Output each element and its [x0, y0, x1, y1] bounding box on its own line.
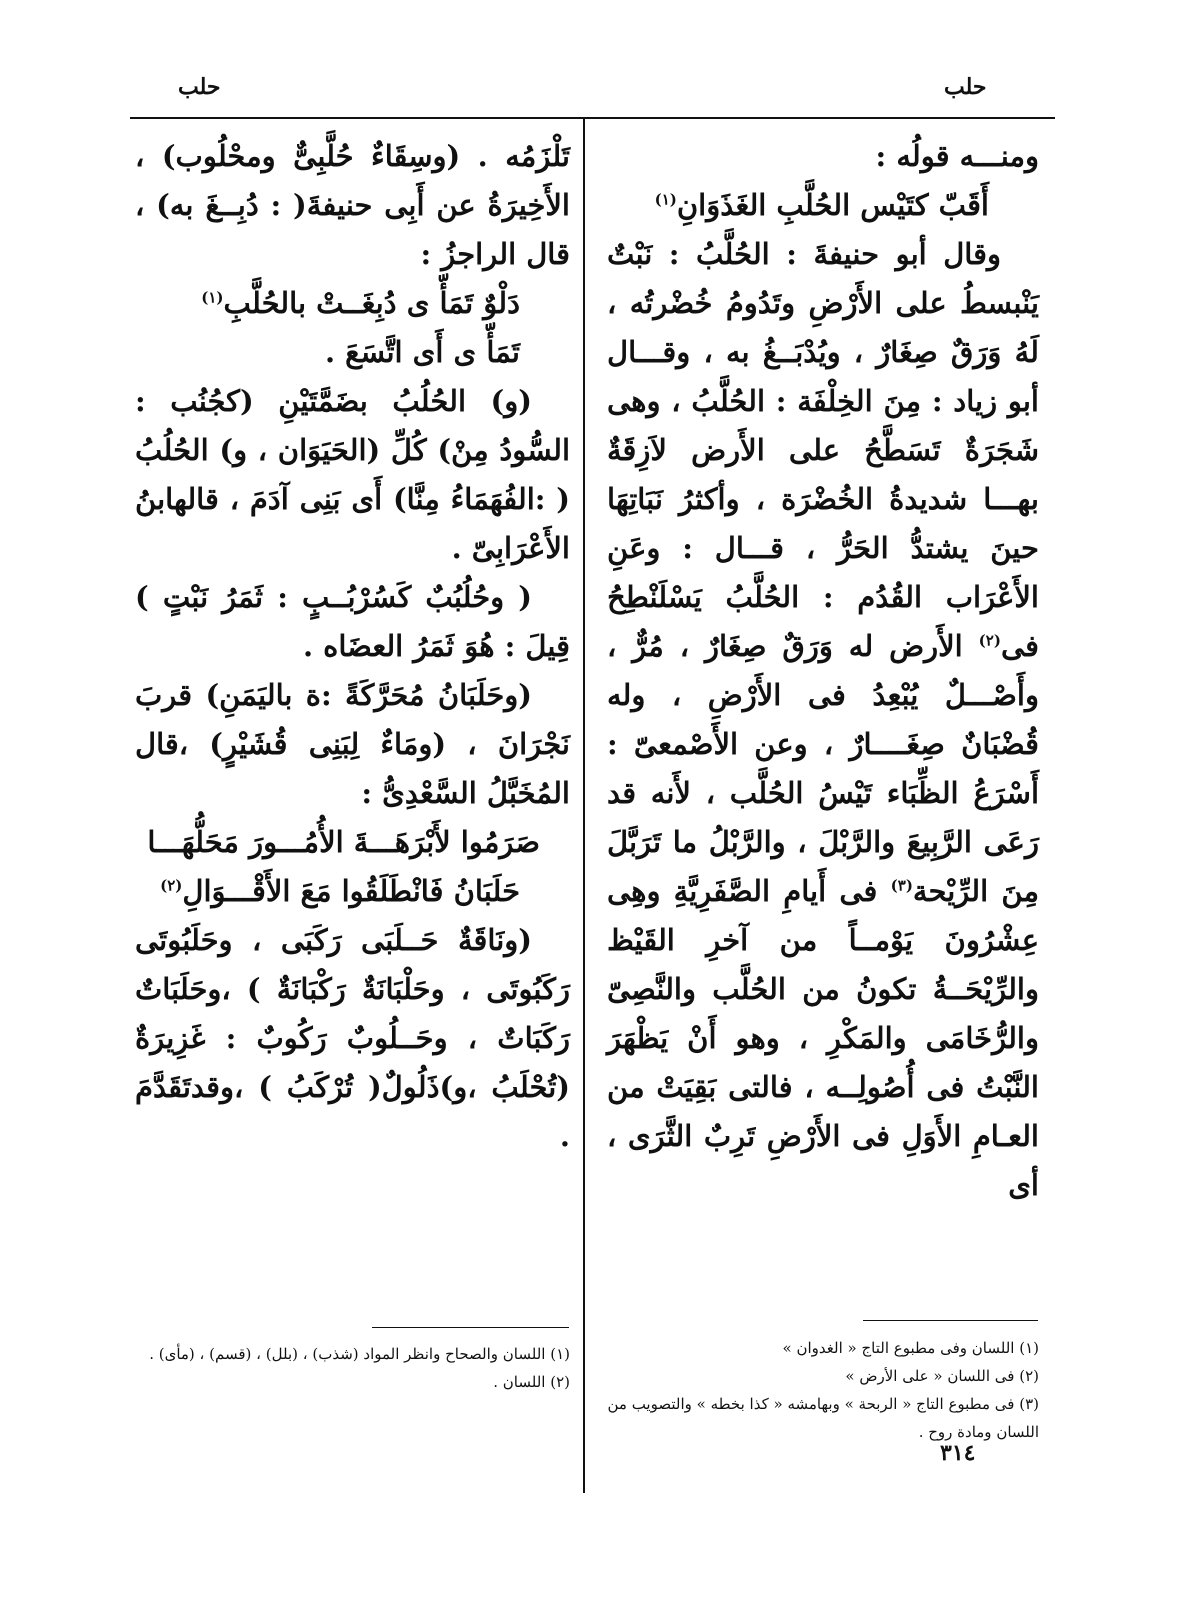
paragraph: (وحَلَبَانُ مُحَرَّكَةً :ة باليَمَنِ) قربَ نَجْرَانَ ، (ومَاءٌ لِبَنِى قُشَيْرٍ) ،قال المُخَبَّلُ السَّعْدِىُّ :: [135, 678, 570, 810]
header-entry-word-right: حلب: [944, 74, 987, 100]
paragraph: ومنـــه قولُه :: [875, 139, 1039, 173]
footnote: (٢) اللسان .: [493, 1373, 570, 1391]
verse-line: حَلَبَانُ فَانْطَلَقُوا مَعَ الأَقْـــوَالِ$^{(٢)}$: [160, 874, 520, 908]
footnote: (١) اللسان والصحاح وانظر المواد (شذب) ، (بلل) ، (قسم) ، (مأى) .: [149, 1345, 570, 1363]
footnote: (٣) فى مطبوع التاج « الربحة » وبهامشه « كذا بخطه » والتصويب من اللسان ومادة روح .: [607, 1395, 1039, 1441]
footnote-marker: (٢): [160, 876, 183, 895]
footnote-marker: (١): [201, 288, 224, 307]
footnote-marker: (٣): [890, 876, 913, 895]
verse-line: دَلْوٌ تَمَأّ ى دُبِغَــتْ بالحُلَّبِ$^{(١)}$: [201, 286, 520, 320]
paragraph: وقال أبو حنيفةَ : الحُلَّبُ : نَبْتٌ يَنْبسطُ على الأَرْضِ وتَدُومُ خُضْرتُه ، لَهُ وَرَقٌ صِغَارٌ ، ويُدْبَــغُ به ، وقـــال أبو زياد : مِنَ الخِلْفَة : الحُلَّبُ ، وهى شَجَرَةٌ تَسَطَّحُ على الأَرض لاَزِقَةٌ بهـــا شديدةُ الخُضْرَة ، وأكثرُ نَبَاتِهَا حينَ يشتدُّ الحَرُّ ، قـــال : وعَنِ الأَعْرَاب القُدُم : الحُلَّبُ يَسْلَنْطِحُ فى$^{(٢)}$ الأَرض له وَرَقٌ صِغَارٌ ، مُرٌّ ، وأَصْـــلٌ يُبْعِدُ فى الأَرْضِ ، وله قُضْبَانٌ صِغَــــارٌ ، وعن الأَصْمعىّ : أَسْرَعُ الظِّبَاء تَيْسُ الحُلَّب ، لأَنه قد رَعَى الرَّبِيعَ والرَّبْلَ ، والرَّبْلُ ما تَرَبَّلَ مِنَ الرِّيْحة$^{(٣)}$ فى أَيامِ الصَّفَرِيَّةِ وهِى عِشْرُونَ يَوْمــاً من آخرِ القَيْظ والرِّيْحَــةُ تكونُ من الحُلَّب والنَّصِىّ والرُّخَامَى والمَكْرِ ، وهو أَنْ يَظْهَرَ النَّبْتُ فى أُصُولِــه ، فالتى بَقِيَتْ من العـامِ الأَوَلِ فى الأَرْضِ تَرِبٌ الثَّرَى ، أى: [607, 237, 1039, 1202]
paragraph: ( وحُلُبُبٌ كَسُرْبُــبٍ : ثَمَرُ نَبْتٍ ) قِيلَ : هُوَ ثَمَرُ العضَاه .: [135, 580, 570, 663]
left-text-column: [135, 132, 570, 1161]
footnote: (١) اللسان وفى مطبوع التاج « الغدوان »: [782, 1339, 1039, 1357]
footnote-marker: (١): [654, 190, 677, 209]
verse-line: صَرَمُوا لأَبْرَهَـــةَ الأُمُـــورَ مَحَلُّهَـــا: [147, 825, 540, 859]
verse-line: أَقَبّ كتَيْس الحُلَّبِ الغَذَوَانِ$^{(١)}$: [654, 188, 989, 222]
paragraph: تَلْزَمُه . (وسِقَاءٌ حُلَّبِىٌّ ومحْلُوب) ، الأَخِيرَةُ عن أَبِى حنيفةَ( : دُبِــغَ به) ، قال الراجزُ :: [135, 139, 570, 271]
page-number: ٣١٤: [940, 1440, 976, 1466]
footnote-marker: (٢): [978, 631, 1001, 650]
header-entry-word-left: حلب: [178, 74, 221, 100]
left-footnotes: [135, 1340, 570, 1396]
header-rule: [130, 117, 1055, 119]
footnote-rule: [863, 1320, 1038, 1321]
paragraph: (و) الحُلُبُ بضَمَّتَيْنِ (كجُنُب : السُّودُ مِنْ) كُلِّ (الحَيَوَان ، و) الحُلُبُ ( :الفُهَمَاءُ مِنَّا) أَى بَنِى آدَمَ ، قالهابنُ الأَعْرَابِىّ .: [135, 384, 570, 565]
footnote: (٢) فى اللسان « على الأرض »: [845, 1367, 1039, 1385]
column-divider: [583, 118, 585, 1493]
verse-line: تَمَأّ ى أَى اتَّسَعَ .: [324, 335, 520, 369]
right-footnotes: [607, 1334, 1039, 1446]
paragraph: (ونَاقَةٌ حَــلَبَى رَكَبَى ، وحَلَبُوتَى رَكَبُوتَى ، وحَلْبَانَةٌ رَكْبَانَةٌ ) ،وحَلَبَاتٌ رَكَبَاتٌ ، وحَــلُوبٌ رَكُوبٌ : غَزِيرَةٌ (تُحْلَبُ ،و)ذَلُولٌ( تُرْكَبُ ) ،وقدتَقَدَّمَ .: [135, 923, 570, 1153]
right-text-column: [607, 132, 1039, 1210]
footnote-rule: [372, 1327, 569, 1328]
